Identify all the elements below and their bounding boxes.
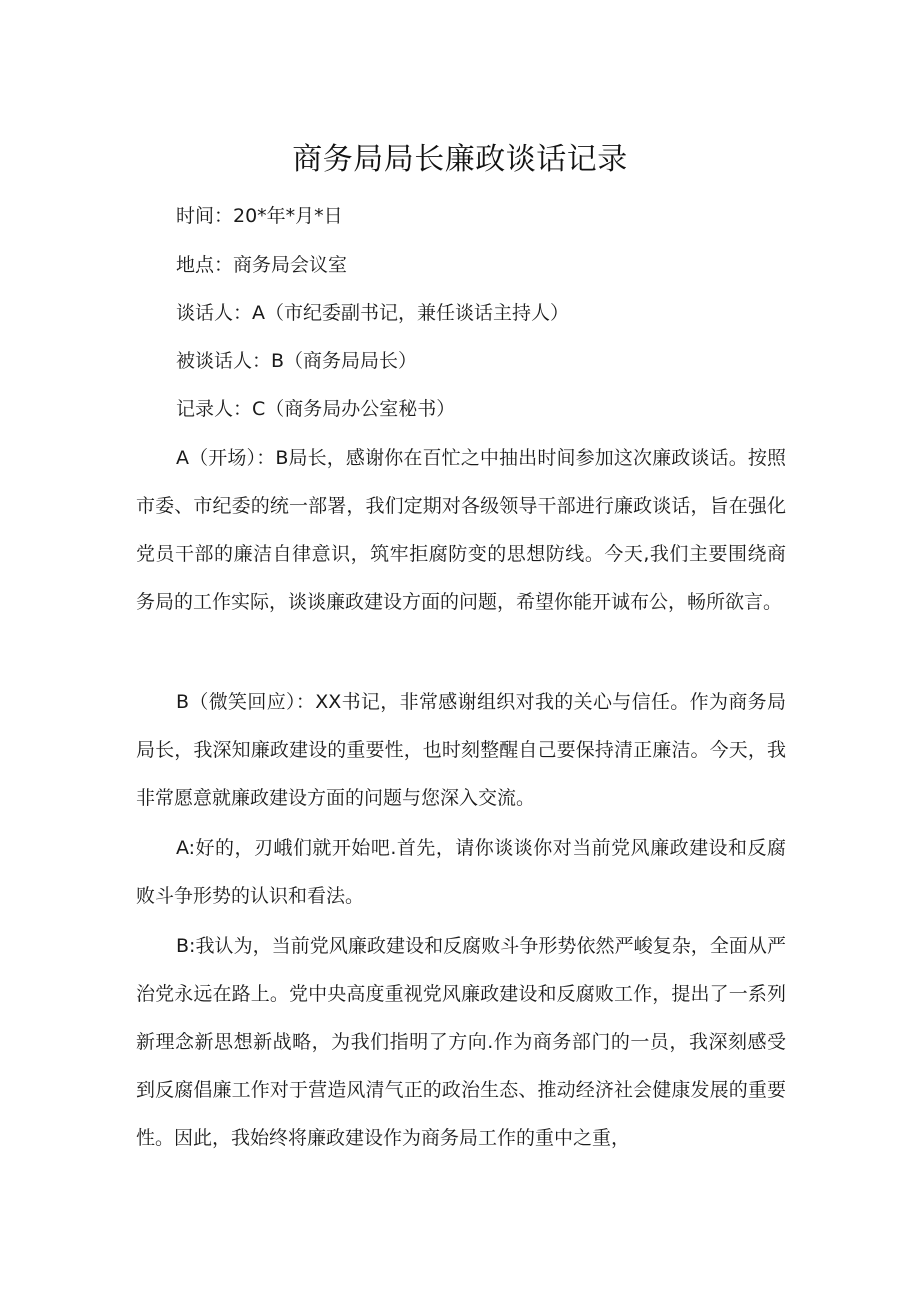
paragraph-answer: B:我认为，当前党风廉政建设和反腐败斗争形势依然严峻复杂，全面从严治党永远在路上。党中央高度重视党风廉政建设和反腐败工作，提出了一系列新理念新思想新战略，为我们指明了方向.作为商务部门的一员，我深刻感受到反腐倡廉工作对于营造风清气正的政治生态、推动经济社会健康发展的重要性。因此，我始终将廉政建设作为商务局工作的重中之重，: [136, 935, 786, 1149]
paragraph-question: A:好的，刃峨们就开始吧.首先，请你谈谈你对当前党风廉政建设和反腐败斗争形势的认识和看法。: [136, 837, 786, 907]
meta-time: 时间：20*年*月*日: [176, 205, 343, 227]
meta-place: 地点：商务局会议室: [176, 254, 348, 276]
paragraph-response: B（微笑回应）：XX书记，非常感谢组织对我的关心与信任。作为商务局局长，我深知廉政建设的重要性，也时刻整醒自己要保持清正廉洁。今天，我非常愿意就廉政建设方面的问题与您深入交流。: [136, 691, 786, 809]
meta-interviewer: 谈话人：A（市纪委副书记，兼任谈话主持人）: [176, 302, 569, 324]
document-title: 商务局局长廉政谈话记录: [292, 142, 628, 177]
meta-recorder: 记录人：C（商务局办公室秘书）: [176, 398, 456, 420]
meta-interviewee: 被谈话人：B（商务局局长）: [176, 350, 418, 372]
paragraph-opening: A（开场）：B局长，感谢你在百忙之中抽出时间参加这次廉政谈话。按照市委、市纪委的统一部署，我们定期对各级领导干部进行廉政谈话，旨在强化党员干部的廉洁自律意识，筑牢拒腐防变的思想防线。今天,我们主要围绕商务局的工作实际，谈谈廉政建设方面的问题，希望你能开诚布公，畅所欲言。: [136, 447, 786, 613]
